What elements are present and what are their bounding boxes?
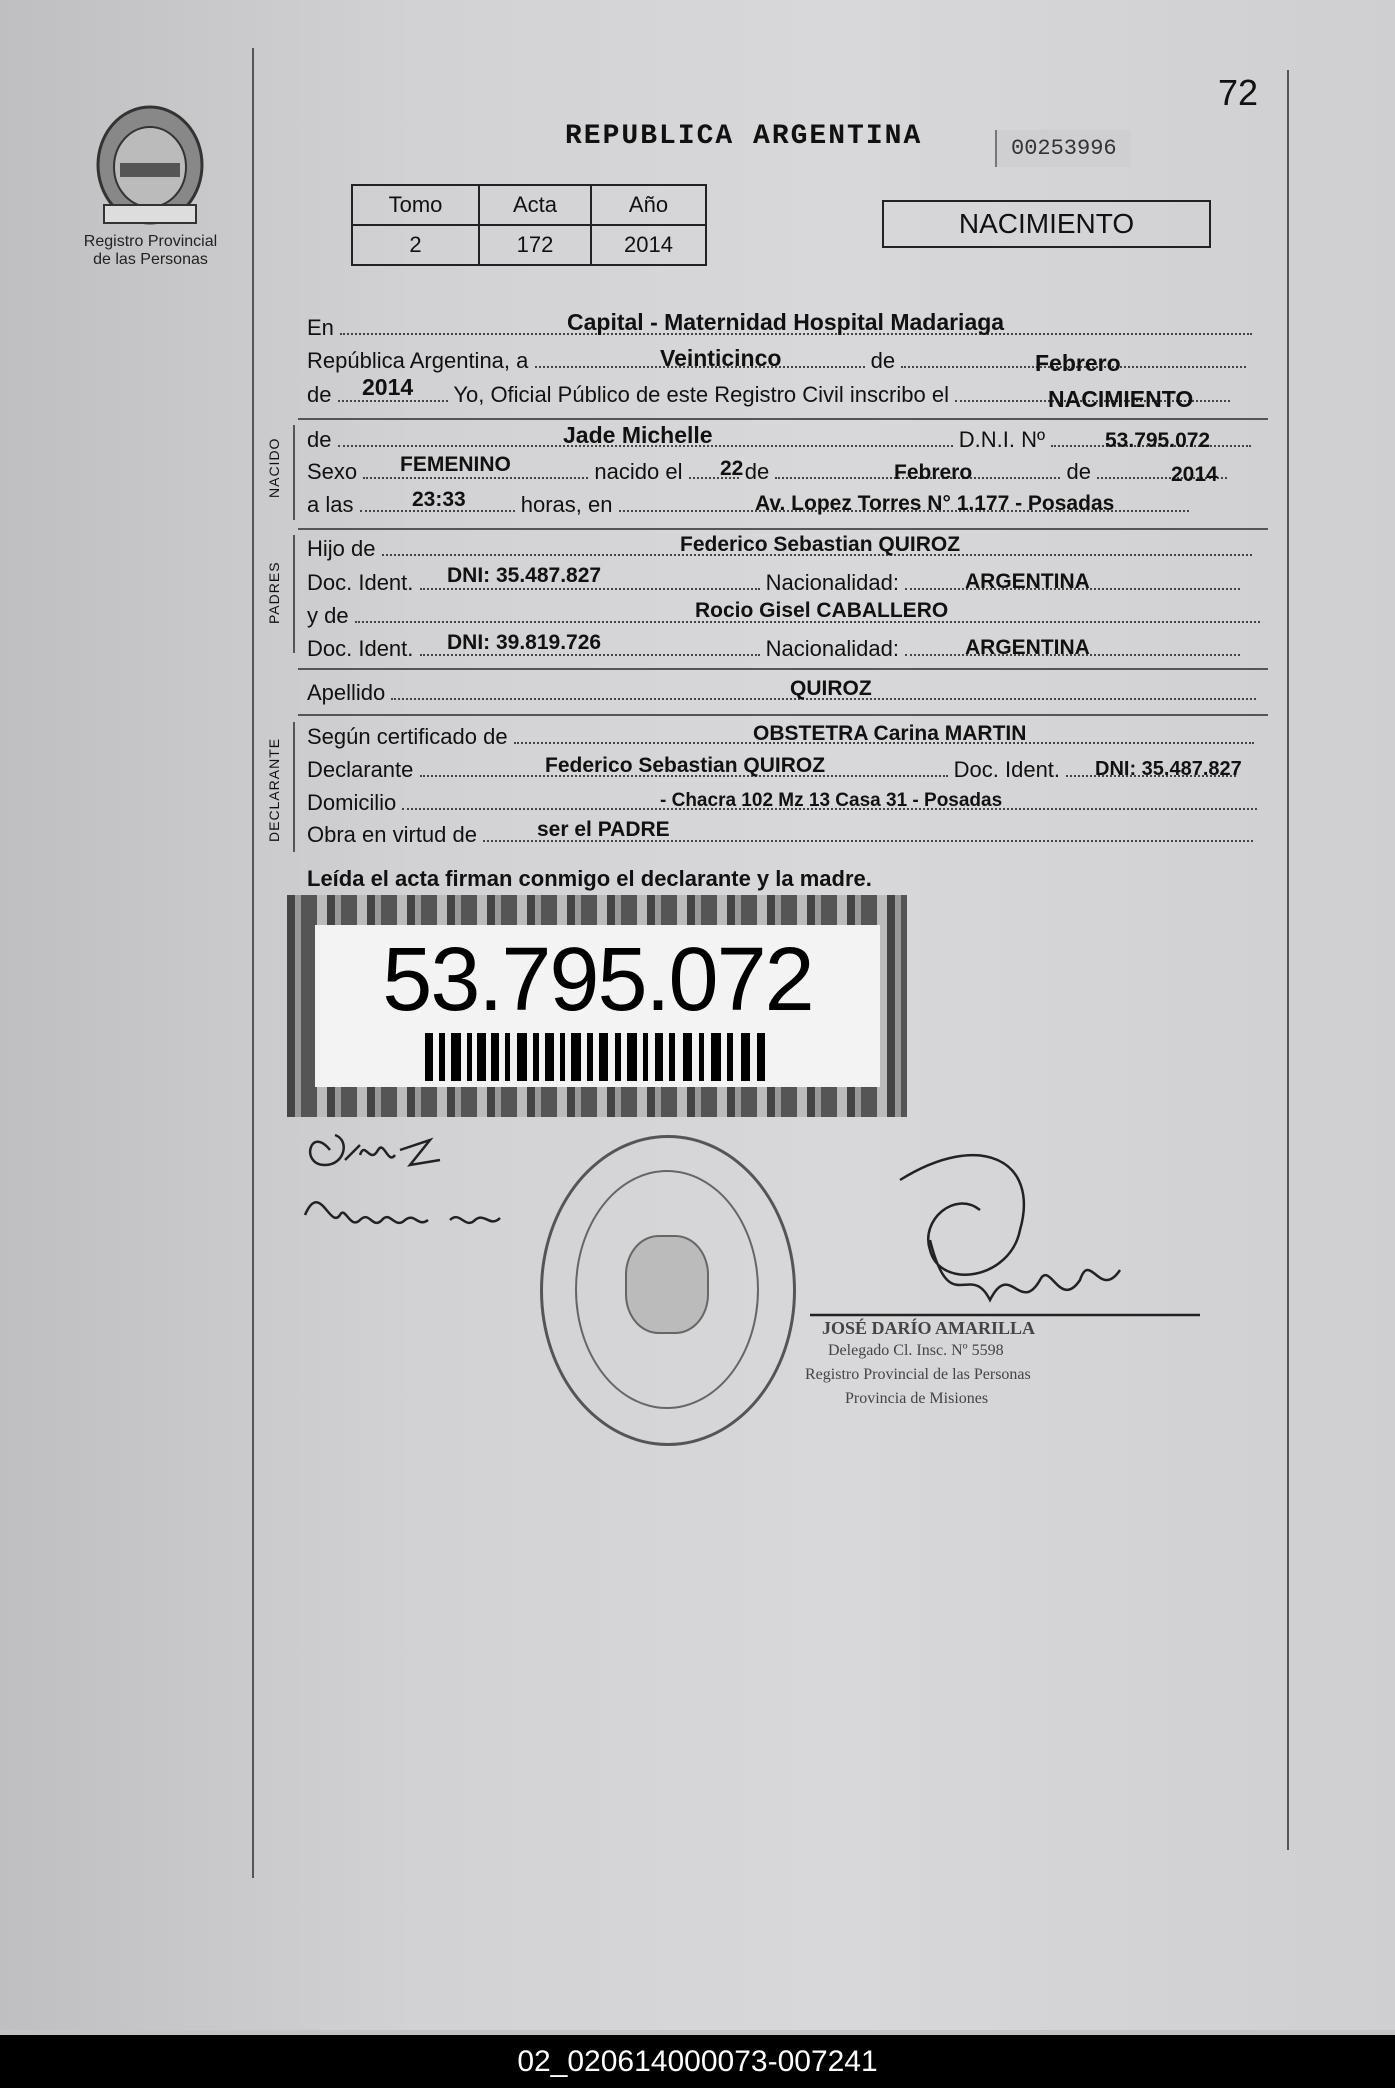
barcode [425, 1033, 770, 1081]
nac2-label: Nacionalidad: [765, 636, 899, 661]
decl-label: Declarante [307, 757, 414, 782]
doc1-label: Doc. Ident. [307, 570, 414, 595]
decl-doc-value: DNI: 35.487.827 [1095, 758, 1242, 780]
stamp-seal-icon [625, 1235, 709, 1334]
de3-label: de [307, 427, 332, 452]
record-type-box: NACIMIENTO [882, 200, 1211, 248]
scan-filename: 02_020614000073-007241 [0, 2035, 1395, 2088]
declarante-section-label: DECLARANTE [266, 737, 282, 842]
closing-text: Leída el acta firman conmigo el declarante y la madre. [307, 866, 872, 891]
logo-caption [78, 233, 223, 269]
mother-value: Rocio Gisel CABALLERO [695, 599, 949, 622]
document-title: REPUBLICA ARGENTINA [565, 121, 923, 152]
cert-value: OBSTETRA Carina MARTIN [753, 722, 1027, 745]
dom-value: - Chacra 102 Mz 13 Casa 31 - Posadas [660, 790, 1003, 811]
obra-value: ser el PADRE [537, 818, 670, 841]
time-value: 23:33 [412, 488, 466, 511]
doc2-label: Doc. Ident. [307, 636, 414, 661]
day-value: Veinticinco [660, 345, 782, 371]
nacido-section-label: NACIDO [266, 437, 282, 498]
dni-label: D.N.I. Nº [958, 427, 1045, 452]
yo-text: Yo, Oficial Público de este Registro Civil inscribo el [453, 382, 949, 407]
de4-label: de [744, 459, 770, 484]
father-value: Federico Sebastian QUIROZ [680, 533, 961, 556]
decl-doc-label: Doc. Ident. [953, 757, 1061, 782]
birth-year-value: 2014 [1171, 463, 1218, 486]
sticker-number: 53.795.072 [382, 930, 813, 1030]
logo-caption-line1: Registro Provincial [83, 233, 218, 250]
dni-sticker [287, 895, 907, 1117]
official-name: JOSÉ DARÍO AMARILLA [822, 1318, 1036, 1338]
serial-number: 00253996 [995, 130, 1131, 167]
year-value: 2014 [362, 374, 414, 400]
misiones-logo [90, 95, 210, 230]
acta-value: 172 [479, 225, 591, 265]
tomo-header: Tomo [352, 185, 479, 225]
logo-caption-line2: de las Personas [93, 251, 208, 268]
alas-label: a las [307, 492, 354, 517]
left-margin-line [252, 48, 254, 1878]
apellido-value: QUIROZ [790, 677, 872, 700]
dom-label: Domicilio [307, 790, 397, 815]
tomo-value: 2 [352, 225, 479, 265]
official-line2: Delegado Cl. Insc. Nº 5598 [828, 1342, 1004, 1359]
de2-label: de [307, 382, 332, 407]
de-label: de [870, 348, 896, 373]
official-signature [780, 1140, 1200, 1330]
en-value: Capital - Maternidad Hospital Madariaga [567, 309, 1005, 335]
right-margin-line [1287, 70, 1289, 1850]
inscribo-value: NACIMIENTO [1048, 386, 1194, 412]
place-value: Av. Lopez Torres N° 1.177 - Posadas [755, 492, 1115, 515]
cert-label: Según certificado de [307, 724, 508, 749]
signature-quiroz [300, 1120, 530, 1240]
apellido-label: Apellido [307, 680, 386, 705]
doc2-value: DNI: 39.819.726 [447, 631, 602, 654]
ano-header: Año [591, 185, 706, 225]
padres-section-label: PADRES [266, 561, 282, 624]
nac2-value: ARGENTINA [965, 636, 1090, 659]
page-number: 72 [1218, 72, 1259, 113]
birth-day-value: 22 [720, 457, 744, 480]
dni-value: 53.795.072 [1105, 429, 1211, 452]
sexo-value: FEMENINO [400, 453, 511, 476]
birth-month-value: Febrero [894, 461, 973, 484]
sexo-label: Sexo [307, 459, 358, 484]
de5-label: de [1066, 459, 1091, 484]
horas-label: horas, en [520, 492, 613, 517]
hijo-label: Hijo de [307, 536, 376, 561]
acta-header: Acta [479, 185, 591, 225]
yde-label: y de [307, 603, 349, 628]
nacido-el-label: nacido el [594, 459, 683, 484]
nac1-label: Nacionalidad: [765, 570, 899, 595]
nac1-value: ARGENTINA [965, 570, 1090, 593]
ano-value: 2014 [591, 225, 706, 265]
en-label: En [307, 315, 334, 340]
decl-value: Federico Sebastian QUIROZ [545, 754, 826, 777]
official-line3: Registro Provincial de las Personas [805, 1366, 1031, 1383]
child-name-value: Jade Michelle [563, 422, 713, 448]
obra-label: Obra en virtud de [307, 822, 477, 847]
tomo-acta-table [351, 184, 707, 266]
doc1-value: DNI: 35.487.827 [447, 564, 602, 587]
month-value: Febrero [1035, 350, 1121, 376]
official-line4: Provincia de Misiones [845, 1390, 989, 1407]
republica-label: República Argentina, a [307, 348, 529, 373]
